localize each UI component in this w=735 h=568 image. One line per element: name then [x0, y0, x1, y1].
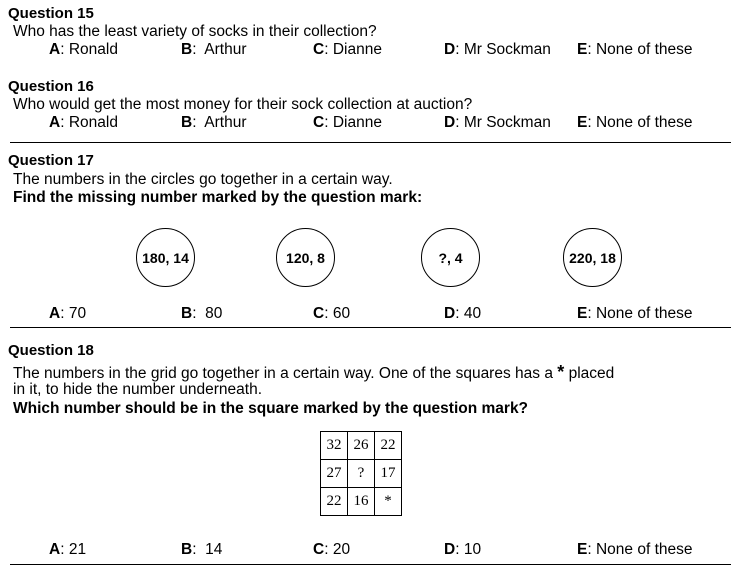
- separator-rule: [10, 327, 731, 328]
- grid-cell: 26: [348, 432, 375, 460]
- q17-option-a[interactable]: A: 70: [49, 305, 87, 322]
- q15-option-e[interactable]: E: None of these: [577, 41, 693, 58]
- number-circle-4: 220, 18: [563, 228, 622, 287]
- question-16-title: Question 16: [8, 78, 94, 95]
- separator-rule: [10, 564, 731, 565]
- question-15-text: Who has the least variety of socks in their collection?: [13, 23, 377, 40]
- question-17-instruction: Find the missing number marked by the question mark:: [13, 189, 423, 206]
- grid-cell: 17: [375, 460, 402, 488]
- q16-option-a[interactable]: A: Ronald: [49, 114, 118, 131]
- separator-rule: [10, 142, 731, 143]
- q16-option-e[interactable]: E: None of these: [577, 114, 693, 131]
- q18-option-e[interactable]: E: None of these: [577, 541, 693, 558]
- q18-option-d[interactable]: D: 10: [444, 541, 482, 558]
- q15-option-b[interactable]: B: Arthur: [181, 41, 247, 58]
- q18-option-b[interactable]: B: 14: [181, 541, 223, 558]
- question-18-text-line2: in it, to hide the number underneath.: [13, 381, 263, 398]
- question-17-title: Question 17: [8, 152, 94, 169]
- q17-option-c[interactable]: C: 60: [313, 305, 351, 322]
- q18-option-c[interactable]: C: 20: [313, 541, 351, 558]
- number-circle-2: 120, 8: [276, 228, 335, 287]
- grid-cell: 22: [375, 432, 402, 460]
- question-17-text: The numbers in the circles go together in a certain way.: [13, 171, 393, 188]
- grid-cell: ?: [348, 460, 375, 488]
- question-18-title: Question 18: [8, 342, 94, 359]
- question-18-text-line1: The numbers in the grid go together in a certain way. One of the squares has a * placed: [13, 362, 615, 382]
- q15-option-a[interactable]: A: Ronald: [49, 41, 118, 58]
- q15-option-d[interactable]: D: Mr Sockman: [444, 41, 551, 58]
- number-circle-1: 180, 14: [136, 228, 195, 287]
- question-16-text: Who would get the most money for their sock collection at auction?: [13, 96, 473, 113]
- grid-cell: 32: [321, 432, 348, 460]
- q15-option-c[interactable]: C: Dianne: [313, 41, 382, 58]
- q17-option-e[interactable]: E: None of these: [577, 305, 693, 322]
- number-grid: [320, 431, 402, 516]
- q18-option-a[interactable]: A: 21: [49, 541, 87, 558]
- grid-cell: 27: [321, 460, 348, 488]
- question-18-instruction: Which number should be in the square marked by the question mark?: [13, 400, 529, 417]
- grid-cell: 16: [348, 488, 375, 516]
- q17-option-b[interactable]: B: 80: [181, 305, 223, 322]
- number-circle-3: ?, 4: [421, 228, 480, 287]
- q16-option-d[interactable]: D: Mr Sockman: [444, 114, 551, 131]
- q17-option-d[interactable]: D: 40: [444, 305, 482, 322]
- q16-option-c[interactable]: C: Dianne: [313, 114, 382, 131]
- grid-cell: 22: [321, 488, 348, 516]
- star-symbol: *: [557, 362, 565, 382]
- question-15-title: Question 15: [8, 5, 94, 22]
- grid-cell: *: [375, 488, 402, 516]
- q16-option-b[interactable]: B: Arthur: [181, 114, 247, 131]
